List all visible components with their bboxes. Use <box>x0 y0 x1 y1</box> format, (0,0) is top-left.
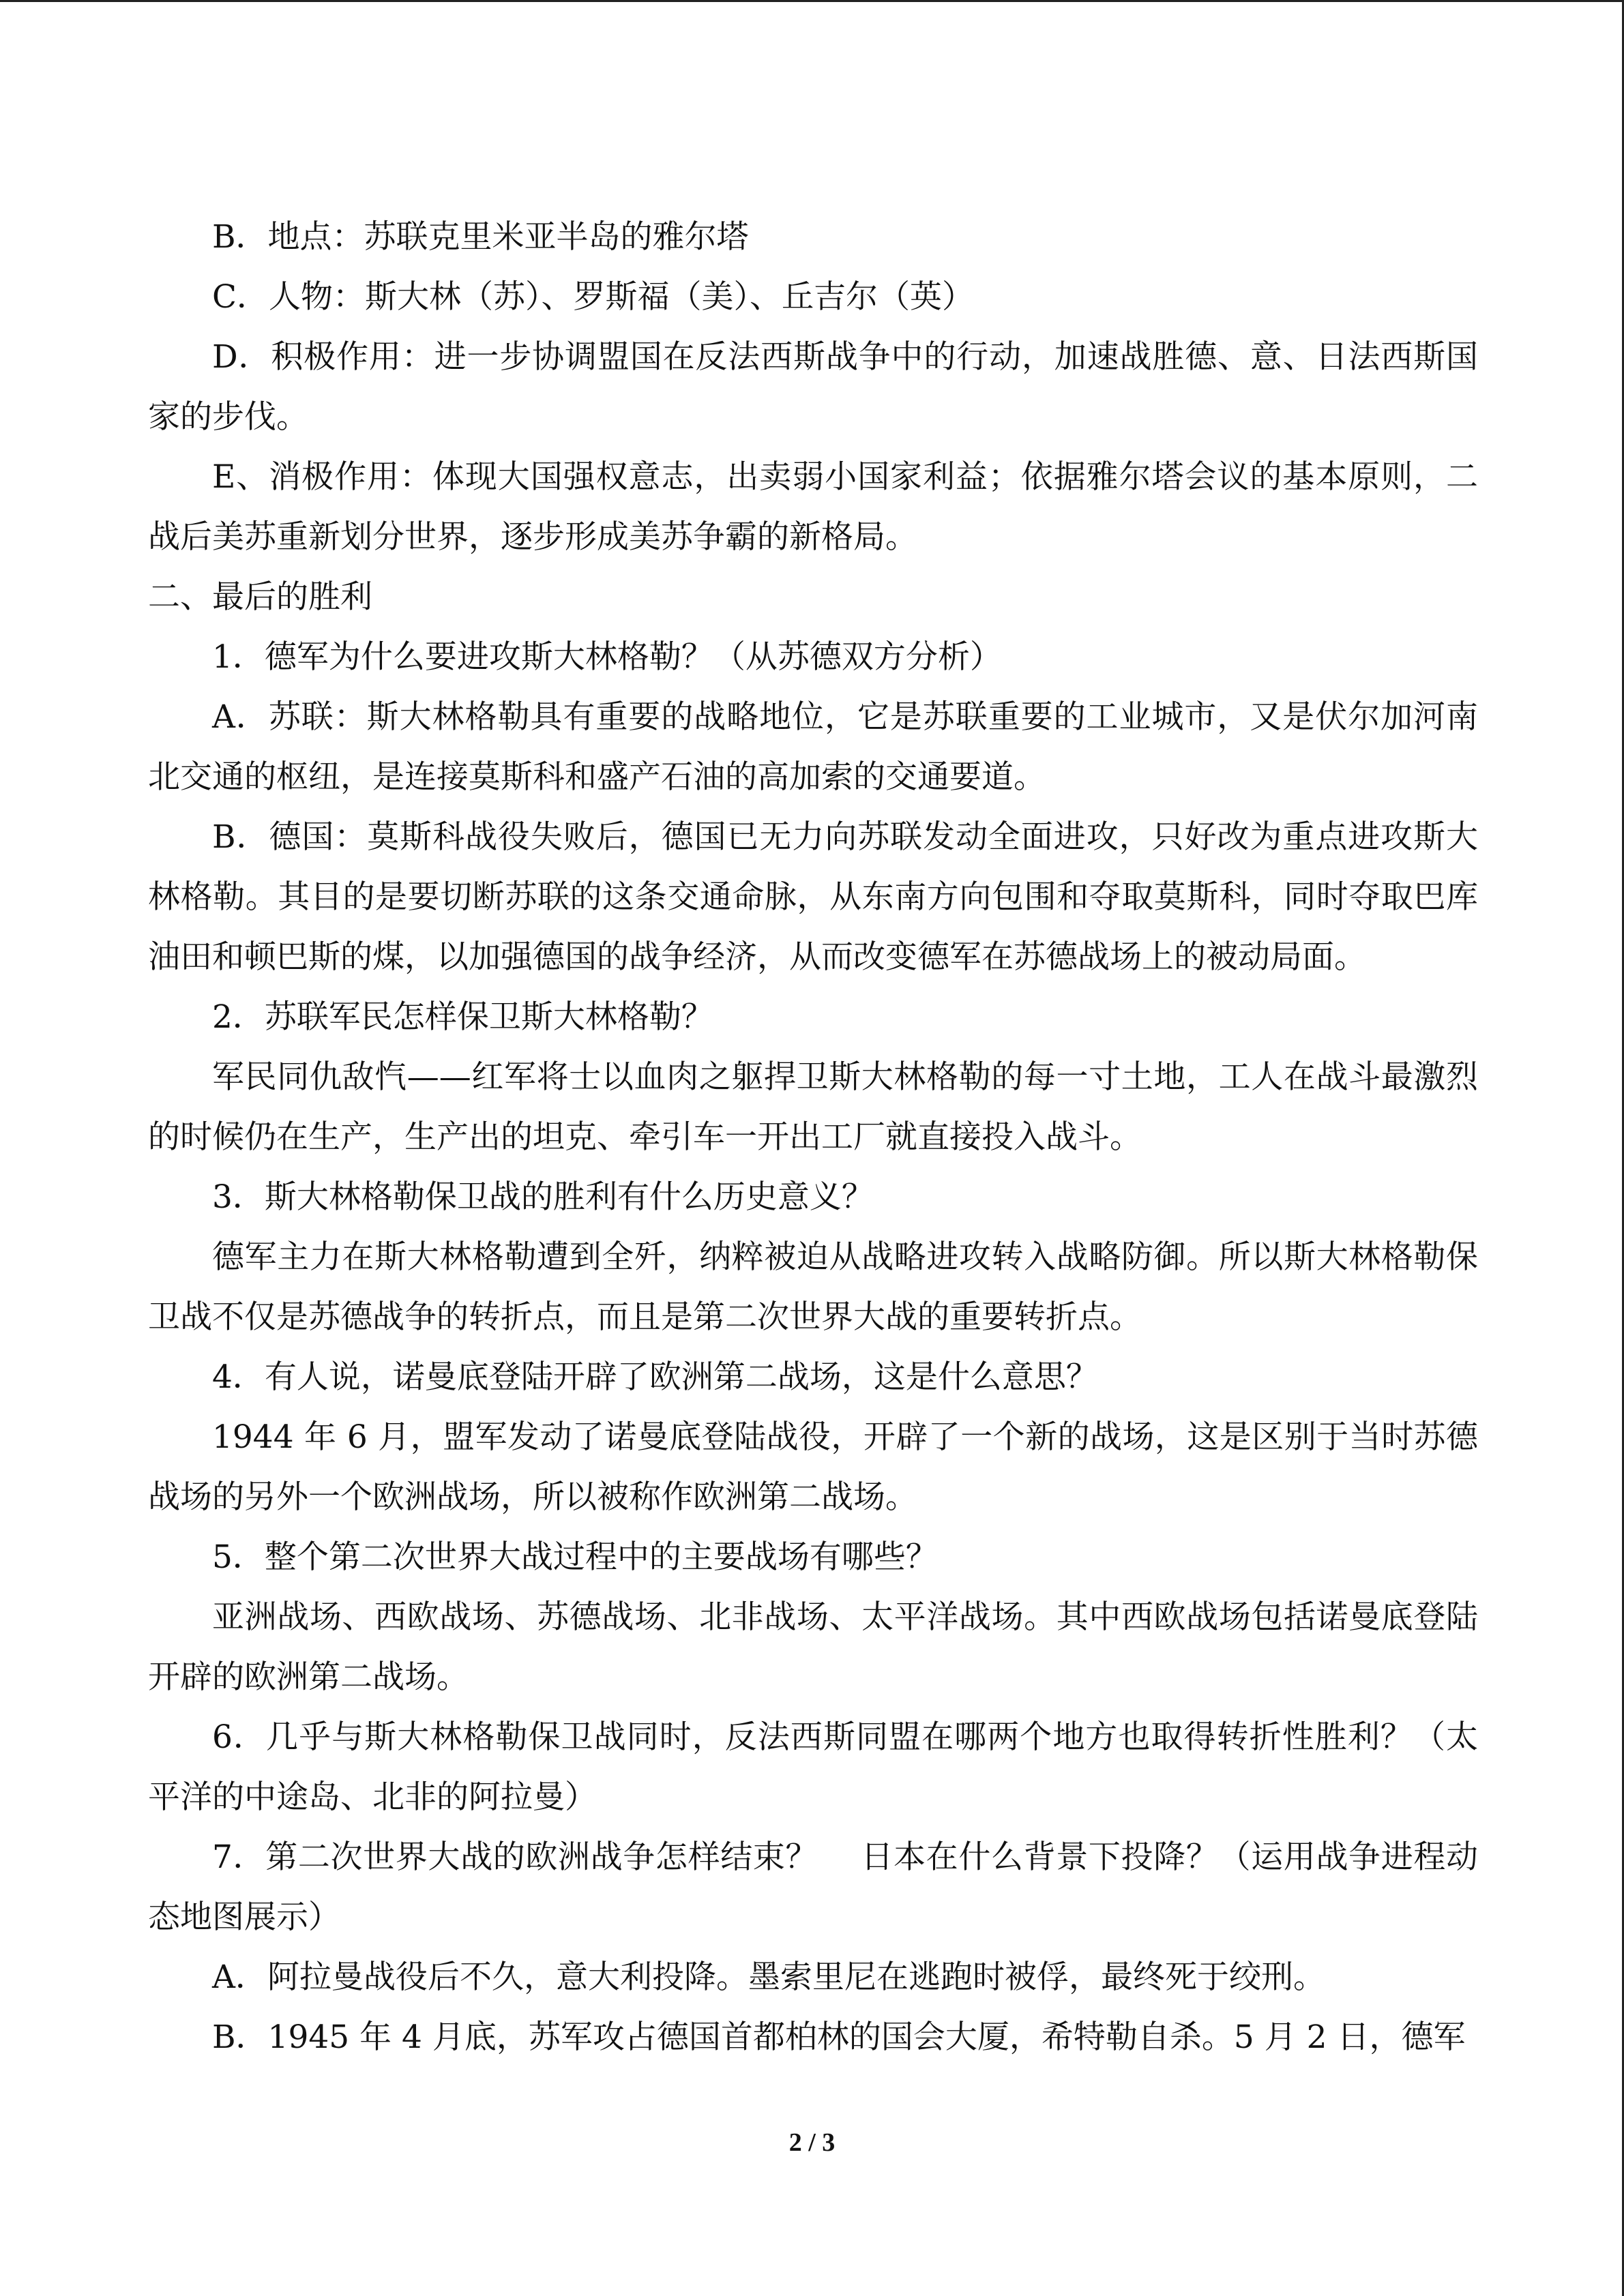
paragraph-location: B．地点：苏联克里米亚半岛的雅尔塔 <box>212 218 749 256</box>
answer-5: 亚洲战场、西欧战场、苏德战场、北非战场、太平洋战场。其中西欧战场包括诺曼底登陆开辟的欧洲第二战场。 <box>148 1598 1478 1696</box>
answer-3: 德军主力在斯大林格勒遭到全歼，纳粹被迫从战略进攻转入战略防御。所以斯大林格勒保卫战不仅是苏德战争的转折点，而且是第二次世界大战的重要转折点。 <box>148 1238 1478 1336</box>
question-4: 4．有人说，诺曼底登陆开辟了欧洲第二战场，这是什么意思？ <box>212 1358 1098 1396</box>
document-body <box>148 207 1478 2068</box>
answer-2: 军民同仇敌忾——红军将士以血肉之躯捍卫斯大林格勒的每一寸土地，工人在战斗最激烈的时候仍在生产，生产出的坦克、牵引车一开出工厂就直接投入战斗。 <box>148 1058 1478 1156</box>
question-6: 6．几乎与斯大林格勒保卫战同时，反法西斯同盟在哪两个地方也取得转折性胜利？（太平洋的中途岛、北非的阿拉曼） <box>148 1718 1478 1816</box>
paragraph-people: C．人物：斯大林（苏）、罗斯福（美）、丘吉尔（英） <box>212 278 974 316</box>
answer-4: 1944 年 6 月，盟军发动了诺曼底登陆战役，开辟了一个新的战场，这是区别于当时苏德战场的另外一个欧洲战场，所以被称作欧洲第二战场。 <box>148 1418 1478 1516</box>
paragraph-positive-effect: D．积极作用：进一步协调盟国在反法西斯战争中的行动，加速战胜德、意、日法西斯国家的步伐。 <box>148 338 1478 436</box>
page-number: 2 / 3 <box>788 2128 836 2157</box>
question-2: 2．苏联军民怎样保卫斯大林格勒？ <box>212 998 713 1036</box>
answer-7b: B．1945 年 4 月底，苏军攻占德国首都柏林的国会大厦，希特勒自杀。5 月 2 日，德军 <box>212 2018 1466 2056</box>
section-heading-final-victory: 二、最后的胜利 <box>148 578 372 616</box>
question-5: 5．整个第二次世界大战过程中的主要战场有哪些？ <box>212 1538 938 1576</box>
question-1: 1．德军为什么要进攻斯大林格勒？（从苏德双方分析） <box>212 638 1002 676</box>
answer-7a: A．阿拉曼战役后不久，意大利投降。墨索里尼在逃跑时被俘，最终死于绞刑。 <box>212 1958 1325 1996</box>
page-top-border <box>0 0 1624 2</box>
answer-1a-soviet: A．苏联：斯大林格勒具有重要的战略地位，它是苏联重要的工业城市，又是伏尔加河南北交通的枢纽，是连接莫斯科和盛产石油的高加索的交通要道。 <box>148 698 1478 796</box>
question-3: 3．斯大林格勒保卫战的胜利有什么历史意义？ <box>212 1178 874 1216</box>
answer-1b-germany: B．德国：莫斯科战役失败后，德国已无力向苏联发动全面进攻，只好改为重点进攻斯大林格勒。其目的是要切断苏联的这条交通命脉，从东南方向包围和夺取莫斯科，同时夺取巴库油田和顿巴斯的煤，以加强德国的战争经济，从而改变德军在苏德战场上的被动局面。 <box>148 818 1478 976</box>
paragraph-negative-effect: E、消极作用：体现大国强权意志，出卖弱小国家利益；依据雅尔塔会议的基本原则，二战后美苏重新划分世界，逐步形成美苏争霸的新格局。 <box>148 458 1478 556</box>
question-7: 7．第二次世界大战的欧洲战争怎样结束？ 日本在什么背景下投降？（运用战争进程动态地图展示） <box>148 1838 1478 1936</box>
